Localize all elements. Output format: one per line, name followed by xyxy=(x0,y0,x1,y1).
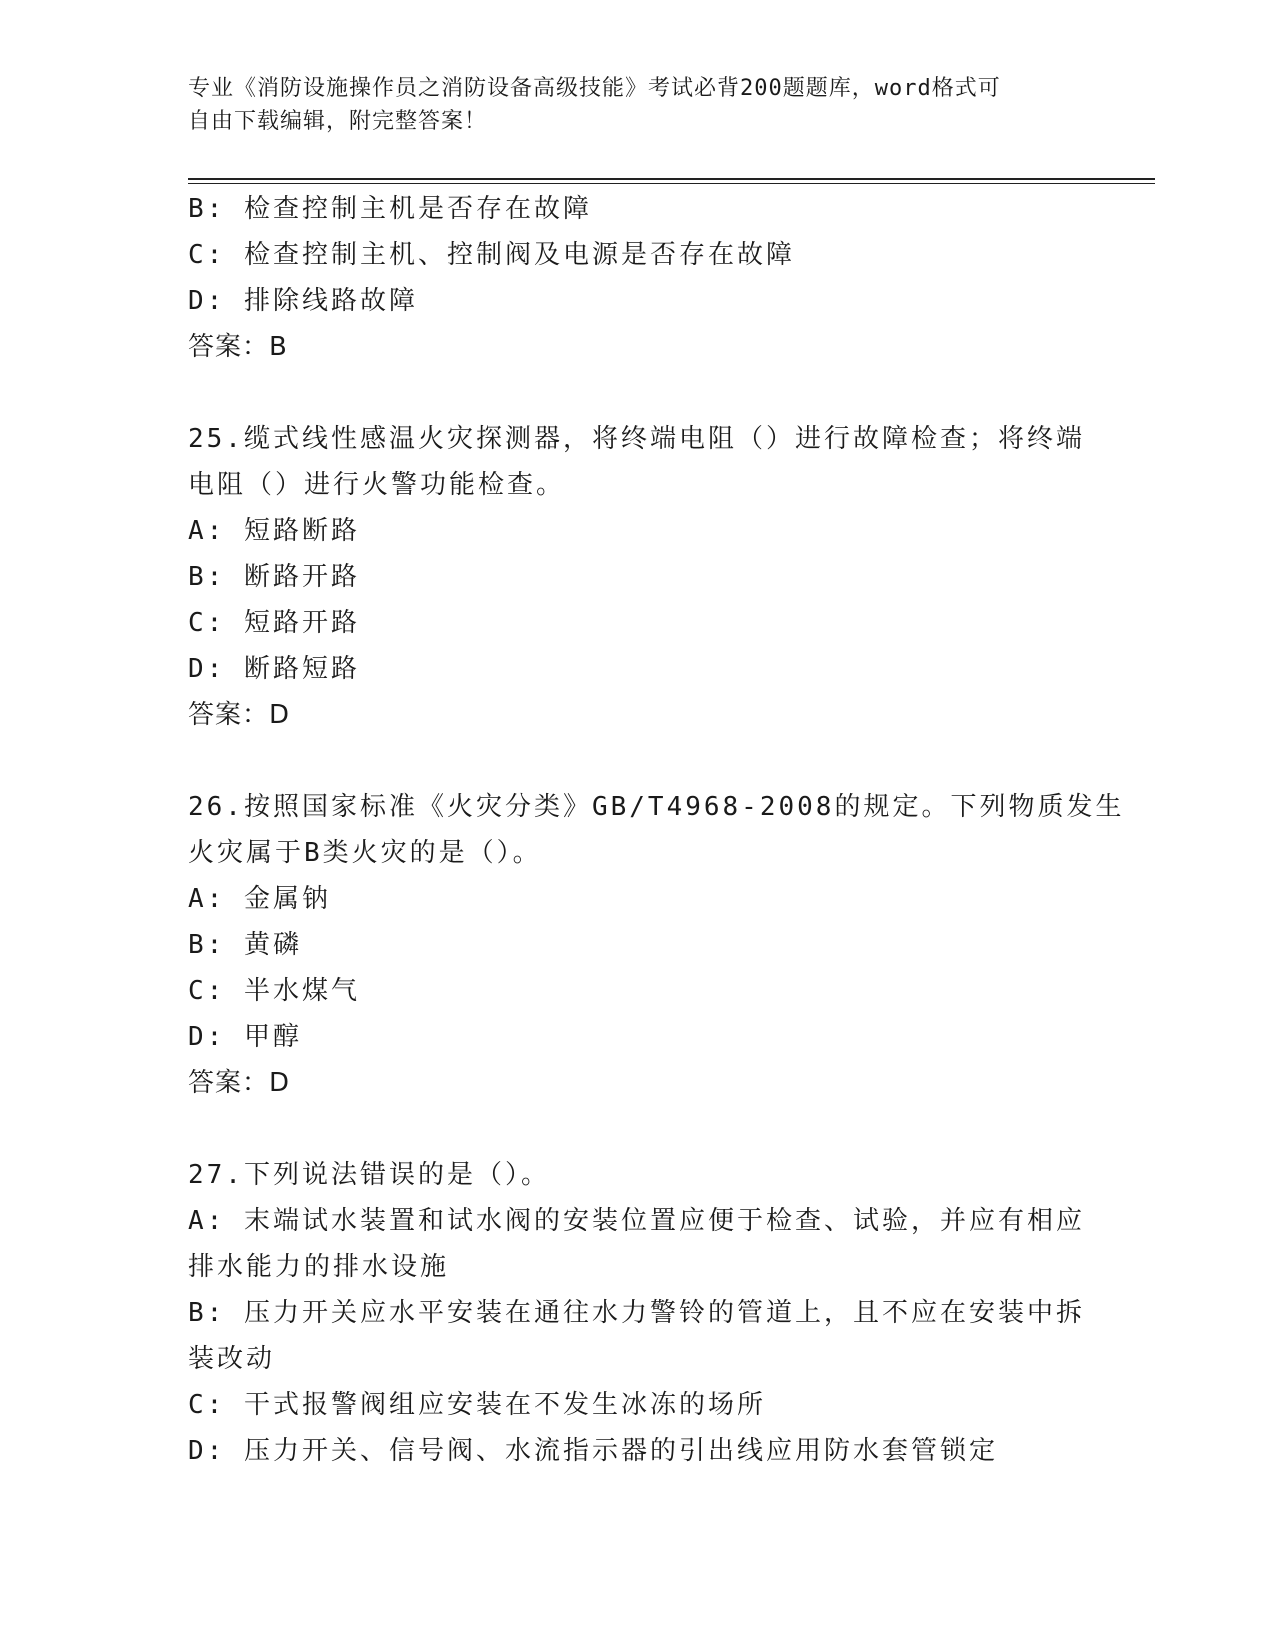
option-b: B: 检查控制主机是否存在故障 xyxy=(188,194,592,224)
option-d: D: 甲醇 xyxy=(188,1022,302,1052)
option-c: C: 半水煤气 xyxy=(188,976,360,1006)
question-27 xyxy=(188,1152,1085,1474)
answer: 答案：D xyxy=(188,700,291,730)
document-header xyxy=(188,72,1068,138)
answer: 答案：D xyxy=(188,1068,291,1098)
option-c: C: 短路开路 xyxy=(188,608,360,638)
option-a-continued: 排水能力的排水设施 xyxy=(188,1252,450,1282)
header-line-2: 自由下载编辑，附完整答案！ xyxy=(188,109,488,134)
option-b: B: 断路开路 xyxy=(188,562,360,592)
option-b: B: 压力开关应水平安装在通往水力警铃的管道上，且不应在安装中拆 xyxy=(188,1298,1085,1328)
option-b: B: 黄磷 xyxy=(188,930,302,960)
header-rule-thin xyxy=(188,183,1155,184)
option-b-continued: 装改动 xyxy=(188,1344,276,1374)
header-rule-thick xyxy=(188,178,1155,180)
option-d: D: 断路短路 xyxy=(188,654,360,684)
question-25 xyxy=(188,416,1085,738)
option-d: D: 压力开关、信号阀、水流指示器的引出线应用防水套管锁定 xyxy=(188,1436,998,1466)
question-stem: 火灾属于B类火灾的是（）。 xyxy=(188,838,542,868)
option-a: A: 金属钠 xyxy=(188,884,331,914)
question-stem: 27.下列说法错误的是（）。 xyxy=(188,1160,550,1190)
question-24-continuation xyxy=(188,186,1078,370)
option-a: A: 末端试水装置和试水阀的安装位置应便于检查、试验，并应有相应 xyxy=(188,1206,1085,1236)
option-c: C: 干式报警阀组应安装在不发生冰冻的场所 xyxy=(188,1390,766,1420)
answer: 答案：B xyxy=(188,332,288,362)
question-stem: 26.按照国家标准《火灾分类》GB/T4968-2008的规定。下列物质发生 xyxy=(188,792,1125,822)
document-body xyxy=(188,186,1125,1474)
question-26 xyxy=(188,784,1125,1106)
option-a: A: 短路断路 xyxy=(188,516,360,546)
header-line-1: 专业《消防设施操作员之消防设备高级技能》考试必背200题题库，word格式可 xyxy=(188,76,1001,101)
question-stem: 25.缆式线性感温火灾探测器，将终端电阻（）进行故障检查；将终端 xyxy=(188,424,1085,454)
option-c: C: 检查控制主机、控制阀及电源是否存在故障 xyxy=(188,240,795,270)
question-stem: 电阻（）进行火警功能检查。 xyxy=(188,470,566,500)
option-d: D: 排除线路故障 xyxy=(188,286,418,316)
